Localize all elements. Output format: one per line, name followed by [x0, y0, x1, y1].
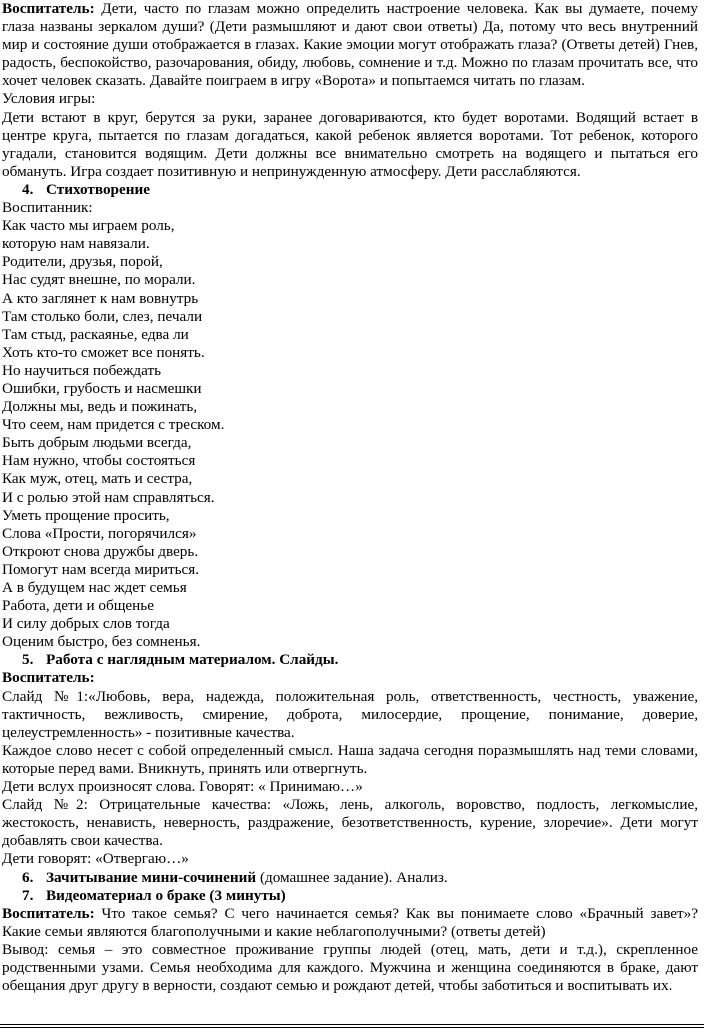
poem-line: Оценим быстро, без сомненья. [2, 633, 201, 651]
poem-line: И с ролью этой нам справляться. [2, 488, 215, 506]
poem-line: Там столько боли, слез, печали [2, 307, 203, 325]
section-5-speaker: Воспитатель: [2, 669, 95, 687]
poem-line: Нас судят внешне, по морали. [2, 271, 196, 289]
section-title: Видеоматериал о браке (3 минуты) [46, 886, 286, 904]
poem [0, 217, 704, 651]
poem-line: Что сеем, нам придется с треском. [2, 416, 225, 434]
game-conditions-label: Условия игры: [2, 90, 96, 108]
section-number: 4. [22, 180, 34, 198]
poem-line: И силу добрых слов тогда [2, 615, 170, 633]
children-say-reject: Дети говорят: «Отвергаю…» [2, 850, 189, 868]
section-7-question [0, 905, 704, 941]
slide-1-text: Слайд №1:«Любовь, вера, надежда, положительная роль, ответственность, честность, уважение, тактичность, вежливость, смирение, доброта, милосердие, прощение, понимание, доверие, целеустремленность» - позитивные качества. [2, 687, 698, 741]
poem-line: Быть добрым людьми всегда, [2, 434, 192, 452]
section-5-heading [0, 651, 704, 669]
intro-text: Дети, часто по глазам можно определить настроение человека. Как вы думаете, почему глаза названы зеркалом души? (Дети размышляют и дают свои ответы) Да, потому что весь внутренний мир и состояние души отображается в глазах. Какие эмоции могут отображать глаза? (Ответы детей) Гнев, радость, беспокойство, разочарования, обиду, любовь, сомнение и т.д. Можно по глазам прочитать все, что хочет человек сказать. Давайте поиграем в игру «Ворота» и попытаемся читать по глазам. [2, 0, 698, 90]
section-title: Стихотворение [46, 180, 150, 198]
poem-line: Ошибки, грубость и насмешки [2, 379, 202, 397]
poem-line: которую нам навязали. [2, 235, 150, 253]
children-say-accept: Дети вслух произносят слова. Говорят: « Принимаю…» [2, 778, 363, 796]
poem-line: Там стыд, раскаянье, едва ли [2, 325, 189, 343]
poem-line: Хоть кто-то сможет все понять. [2, 343, 205, 361]
conclusion-text: Вывод: семья – это совместное проживание группы людей (отец, мать, дети и т.д.), скрепленное родственными узами. Семья необходима для каждого. Мужчина и женщина соединяются в браке, дают обещания друг другу в верности, создают семью и рождают детей, чтобы заботиться и воспитывать их. [2, 940, 698, 995]
poem-line: Уметь прощение просить, [2, 506, 170, 524]
footer-rule [0, 1024, 704, 1025]
section-6-heading [0, 869, 704, 887]
poem-line: Родители, друзья, порой, [2, 253, 163, 271]
speaker-label: Воспитатель: [2, 0, 95, 17]
section-number: 5. [22, 651, 34, 669]
poem-line: Но научиться побеждать [2, 361, 162, 379]
section-title: Работа с наглядным материалом. Слайды. [46, 651, 339, 669]
poem-line: Слова «Прости, погорячился» [2, 524, 197, 542]
footer-rule-secondary [0, 1027, 704, 1028]
poem-line: Помогут нам всегда мириться. [2, 560, 200, 578]
section-7-heading [0, 887, 704, 905]
poem-line: А кто заглянет к нам вовнутрь [2, 289, 199, 307]
question-text: Что такое семья? С чего начинается семья? Как вы понимаете слово «Брачный завет»? Какие семьи являются благополучными и какие неблагополучными? (ответы детей) [2, 904, 698, 940]
section-title-tail: (домашнее задание). Анализ. [256, 868, 448, 886]
poem-speaker: Воспитанник: [2, 199, 93, 217]
poem-line: Как муж, отец, мать и сестра, [2, 470, 193, 488]
meaning-text: Каждое слово несет с собой определенный смысл. Наша задача сегодня поразмышлять над теми словами, которые перед вами. Вникнуть, принять или отвергнуть. [2, 741, 698, 777]
poem-line: Нам нужно, чтобы состояться [2, 452, 196, 470]
intro-paragraph [0, 0, 704, 90]
poem-line: А в будущем нас ждет семья [2, 579, 187, 596]
poem-line: Работа, дети и общенье [2, 597, 154, 615]
game-conditions-text: Дети встают в круг, берутся за руки, заранее договариваются, кто будет воротами. Водящий встает в центре круга, пытается по глазам догадаться, какой ребенок является воротами. Тот ребенок, которого угадали, становится водящим. Дети должны все внимательно смотреть на водящего и пытаться его обмануть. Игра создает позитивную и непринужденную атмосферу. Дети расслабляются. [2, 108, 698, 180]
poem-line: Как часто мы играем роль, [2, 217, 175, 235]
section-number: 6. [22, 868, 34, 886]
section-number: 7. [22, 886, 34, 904]
poem-line: Должны мы, ведь и пожинать, [2, 398, 198, 416]
slide-2-text: Слайд №2: Отрицательные качества: «Ложь, лень, алкоголь, воровство, подлость, легкомыслие, жестокость, ненависть, неверность, раздражение, безответственность, курение, злоречие». Дети могут добавлять свои качества. [2, 796, 698, 850]
section-title: Зачитывание мини-сочинений [46, 868, 257, 886]
section-4-heading [0, 181, 704, 199]
poem-line: Откроют снова дружбы дверь. [2, 542, 199, 560]
speaker-label: Воспитатель: [2, 904, 95, 922]
